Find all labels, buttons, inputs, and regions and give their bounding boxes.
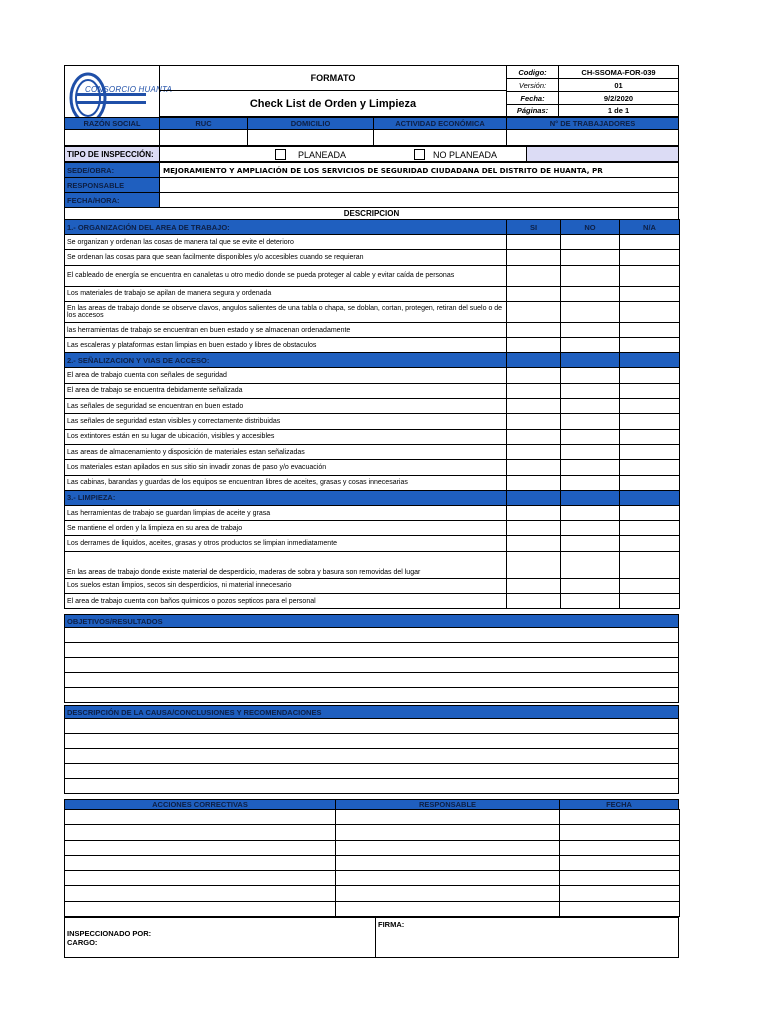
accion-row	[65, 871, 680, 886]
checklist-item-text: Las herramientas de trabajo se guardan limpias de aceite y grasa	[65, 505, 507, 520]
accion-cell[interactable]	[65, 871, 336, 886]
answer-cell-na[interactable]	[620, 338, 680, 353]
acciones-table	[64, 809, 680, 917]
planeada-checkbox[interactable]	[275, 149, 286, 160]
answer-cell-no[interactable]	[561, 429, 620, 444]
checklist-item-text: Se organizan y ordenan las cosas de manera tal que se evite el deterioro	[65, 235, 507, 250]
checklist-item-row	[65, 322, 680, 337]
accion-cell[interactable]	[65, 855, 336, 870]
responsable-cell[interactable]	[336, 886, 560, 901]
checklist-item-row	[65, 460, 680, 475]
answer-cell-si[interactable]	[507, 521, 561, 536]
answer-cell-na[interactable]	[620, 594, 680, 609]
checklist-table	[64, 219, 680, 609]
causa-header: DESCRIPCIÓN DE LA CAUSA/CONCLUSIONES Y RECOMENDACIONES	[64, 705, 679, 719]
header-ruc: RUC	[159, 117, 248, 130]
meta-value-paginas: 1 de 1	[558, 104, 679, 117]
cargo-label: CARGO:	[67, 938, 98, 947]
descripcion-header: DESCRIPCION	[64, 207, 679, 220]
causa-line[interactable]	[64, 718, 679, 734]
answer-cell-na[interactable]	[620, 286, 680, 301]
header-actividad: ACTIVIDAD ECONÓMICA	[373, 117, 507, 130]
answer-cell-si[interactable]	[507, 399, 561, 414]
no-planeada-checkbox[interactable]	[414, 149, 425, 160]
meta-label-codigo: Codigo:	[506, 65, 559, 79]
section-header-row	[65, 490, 680, 505]
sede-label: SEDE/OBRA:	[64, 162, 160, 178]
checklist-item-row	[65, 429, 680, 444]
checklist-item-text: las herramientas de trabajo se encuentran en buen estado y se almacenan ordenadamente	[65, 322, 507, 337]
checklist-item-row	[65, 286, 680, 301]
answer-cell-no[interactable]	[561, 521, 620, 536]
answer-cell-no[interactable]	[561, 578, 620, 593]
section-header-cell	[507, 353, 561, 368]
objetivos-line[interactable]	[64, 657, 679, 673]
responsable-header: RESPONSABLE	[335, 799, 560, 810]
answer-cell-si[interactable]	[507, 301, 561, 322]
responsable-cell[interactable]	[336, 871, 560, 886]
header-trabajadores: N° DE TRABAJADORES	[506, 117, 679, 130]
checklist-item-row	[65, 383, 680, 398]
fecha-hora-label: FECHA/HORA:	[64, 192, 160, 208]
answer-cell-na[interactable]	[620, 505, 680, 520]
responsable-cell[interactable]	[336, 901, 560, 916]
answer-cell-no[interactable]	[561, 536, 620, 551]
answer-cell-no[interactable]	[561, 322, 620, 337]
checklist-item-row	[65, 444, 680, 459]
responsable-cell[interactable]	[336, 840, 560, 855]
section-header-cell	[507, 490, 561, 505]
checklist-item-row	[65, 505, 680, 520]
answer-cell-no[interactable]	[561, 383, 620, 398]
checklist-item-row	[65, 265, 680, 286]
causa-line[interactable]	[64, 778, 679, 794]
responsable-cell[interactable]	[336, 810, 560, 825]
acciones-header: ACCIONES CORRECTIVAS	[64, 799, 336, 810]
fecha-cell[interactable]	[560, 855, 680, 870]
inspection-label: TIPO DE INSPECCIÓN:	[64, 146, 160, 162]
column-header-si: SI	[507, 220, 561, 235]
answer-cell-si[interactable]	[507, 444, 561, 459]
checklist-item-text: El area de trabajo cuenta con baños químicos o pozos septicos para el personal	[65, 594, 507, 609]
answer-cell-no[interactable]	[561, 235, 620, 250]
accion-row	[65, 810, 680, 825]
meta-value-codigo: CH-SSOMA-FOR-039	[558, 65, 679, 79]
answer-cell-si[interactable]	[507, 475, 561, 490]
checklist-item-text: Las cabinas, barandas y guardas de los equipos se encuentran libres de aceites, grasas y cosas innecesarias	[65, 475, 507, 490]
checklist-item-row	[65, 235, 680, 250]
answer-cell-no[interactable]	[561, 368, 620, 383]
answer-cell-si[interactable]	[507, 429, 561, 444]
answer-cell-si[interactable]	[507, 235, 561, 250]
answer-cell-no[interactable]	[561, 594, 620, 609]
column-header-na: N/A	[620, 220, 680, 235]
inspeccionado-label: INSPECCIONADO POR:	[67, 929, 152, 938]
answer-cell-na[interactable]	[620, 368, 680, 383]
answer-cell-si[interactable]	[507, 322, 561, 337]
checklist-item-row	[65, 250, 680, 265]
answer-cell-na[interactable]	[620, 521, 680, 536]
answer-cell-no[interactable]	[561, 286, 620, 301]
company-row	[64, 117, 679, 146]
checklist-item-row	[65, 475, 680, 490]
checklist-item-row	[65, 414, 680, 429]
answer-cell-si[interactable]	[507, 460, 561, 475]
checklist-item-row	[65, 536, 680, 551]
answer-cell-no[interactable]	[561, 338, 620, 353]
accion-cell[interactable]	[65, 901, 336, 916]
checklist-item-row	[65, 578, 680, 593]
answer-cell-na[interactable]	[620, 460, 680, 475]
answer-cell-no[interactable]	[561, 444, 620, 459]
footer-divider	[375, 917, 376, 958]
sede-value: MEJORAMIENTO Y AMPLIACIÓN DE LOS SERVICIOS DE SEGURIDAD CIUDADANA DEL DISTRITO DE HUANTA, PR	[159, 162, 679, 178]
checklist-item-text: Las escaleras y plataformas estan limpias en buen estado y libres de obstaculos	[65, 338, 507, 353]
section-title: 1.- ORGANIZACIÓN DEL AREA DE TRABAJO:	[65, 220, 507, 235]
responsable-cell[interactable]	[336, 855, 560, 870]
firma-label: FIRMA:	[378, 920, 405, 929]
checklist-item-text: El cableado de energía se encuentra en canaletas u otro medio donde se pueda proteger al cable y evitar caída de personas	[65, 265, 507, 286]
checklist-item-text: Se mantiene el orden y la limpieza en su area de trabajo	[65, 521, 507, 536]
checklist-item-text: En las areas de trabajo donde existe material de desperdicio, maderas de sobra y basura son removidas del lugar	[65, 551, 507, 578]
checklist-item-text: Los derrames de liquidos, aceites, grasas y otros productos se limpian inmediatamente	[65, 536, 507, 551]
no-planeada-label: NO PLANEADA	[433, 150, 498, 160]
accion-cell[interactable]	[65, 886, 336, 901]
answer-cell-na[interactable]	[620, 250, 680, 265]
answer-cell-na[interactable]	[620, 235, 680, 250]
answer-cell-si[interactable]	[507, 368, 561, 383]
accion-cell[interactable]	[65, 840, 336, 855]
answer-cell-no[interactable]	[561, 414, 620, 429]
section-header-cell	[561, 490, 620, 505]
accion-row	[65, 825, 680, 840]
header-domicilio: DOMICILIO	[247, 117, 374, 130]
company-name: CONSORCIO HUANTA	[85, 85, 173, 94]
answer-cell-si[interactable]	[507, 383, 561, 398]
meta-value-fecha: 9/2/2020	[558, 91, 679, 105]
checklist-item-row	[65, 338, 680, 353]
answer-cell-na[interactable]	[620, 383, 680, 398]
meta-table	[506, 65, 679, 117]
causa-line[interactable]	[64, 763, 679, 779]
answer-cell-si[interactable]	[507, 594, 561, 609]
answer-cell-na[interactable]	[620, 301, 680, 322]
checklist-item-text: Las areas de almacenamiento y disposición de materiales estan señalizadas	[65, 444, 507, 459]
section-header-row	[65, 353, 680, 368]
section-header-cell	[561, 353, 620, 368]
answer-cell-no[interactable]	[561, 460, 620, 475]
objetivos-header: OBJETIVOS/RESULTADOS	[64, 614, 679, 628]
answer-cell-na[interactable]	[620, 444, 680, 459]
section-header-cell	[620, 490, 680, 505]
answer-cell-na[interactable]	[620, 429, 680, 444]
answer-cell-si[interactable]	[507, 338, 561, 353]
fecha-hora-field[interactable]	[159, 192, 679, 208]
checklist-item-text: Las señales de seguridad estan visibles y correctamente distribuidas	[65, 414, 507, 429]
checklist-item-text: El area de trabajo se encuentra debidamente señalizada	[65, 383, 507, 398]
responsable-label: RESPONSABLE	[64, 177, 160, 193]
answer-cell-na[interactable]	[620, 578, 680, 593]
field-ruc[interactable]	[159, 129, 248, 146]
section-header-cell	[620, 353, 680, 368]
fecha-cell[interactable]	[560, 810, 680, 825]
checklist-item-text: Los materiales de trabajo se apilan de manera segura y ordenada	[65, 286, 507, 301]
accion-cell[interactable]	[65, 810, 336, 825]
field-trabajadores[interactable]	[506, 129, 679, 146]
responsable-field[interactable]	[159, 177, 679, 193]
meta-label-paginas: Páginas:	[506, 104, 559, 117]
answer-cell-na[interactable]	[620, 399, 680, 414]
meta-value-version: 01	[558, 78, 679, 92]
objetivos-line[interactable]	[64, 672, 679, 688]
answer-cell-si[interactable]	[507, 265, 561, 286]
answer-cell-si[interactable]	[507, 414, 561, 429]
objetivos-line[interactable]	[64, 642, 679, 658]
answer-cell-si[interactable]	[507, 286, 561, 301]
checklist-item-row	[65, 521, 680, 536]
objetivos-line[interactable]	[64, 627, 679, 643]
answer-cell-no[interactable]	[561, 505, 620, 520]
answer-cell-si[interactable]	[507, 536, 561, 551]
fecha-cell[interactable]	[560, 825, 680, 840]
fecha-header: FECHA	[559, 799, 679, 810]
checklist-item-text: Los suelos estan limpios, secos sin desperdicios, ni material innecesario	[65, 578, 507, 593]
checklist-item-row	[65, 551, 680, 578]
answer-cell-no[interactable]	[561, 399, 620, 414]
meta-label-version: Versión:	[506, 78, 559, 92]
accion-row	[65, 901, 680, 916]
form-title: Check List de Orden y Limpieza	[159, 90, 507, 117]
accion-row	[65, 840, 680, 855]
field-razon-social[interactable]	[64, 129, 160, 146]
fecha-cell[interactable]	[560, 886, 680, 901]
answer-cell-na[interactable]	[620, 265, 680, 286]
checklist-item-row	[65, 368, 680, 383]
accion-cell[interactable]	[65, 825, 336, 840]
answer-cell-si[interactable]	[507, 578, 561, 593]
checklist-item-text: En las areas de trabajo donde se observe clavos, angulos salientes de una tabla o chapa, se doblan, cortan, protegen, retiran del suelo o de los accesos	[65, 301, 507, 322]
answer-cell-na[interactable]	[620, 475, 680, 490]
causa-line[interactable]	[64, 733, 679, 749]
checklist-item-row	[65, 594, 680, 609]
answer-cell-na[interactable]	[620, 414, 680, 429]
fecha-cell[interactable]	[560, 871, 680, 886]
answer-cell-no[interactable]	[561, 551, 620, 578]
meta-label-fecha: Fecha:	[506, 91, 559, 105]
causa-line[interactable]	[64, 748, 679, 764]
checklist-item-row	[65, 399, 680, 414]
checklist-item-text: Los materiales estan apilados en sus sitio sin invadir zonas de paso y/o evacuación	[65, 460, 507, 475]
field-domicilio[interactable]	[247, 129, 374, 146]
fecha-cell[interactable]	[560, 901, 680, 916]
header-razon-social: RAZÓN SOCIAL	[64, 117, 160, 130]
footer-block	[64, 917, 679, 958]
answer-cell-no[interactable]	[561, 475, 620, 490]
fecha-cell[interactable]	[560, 840, 680, 855]
responsable-cell[interactable]	[336, 825, 560, 840]
section-header-row	[65, 220, 680, 235]
answer-cell-no[interactable]	[561, 301, 620, 322]
answer-cell-no[interactable]	[561, 250, 620, 265]
inspection-row	[64, 146, 679, 162]
checklist-item-text: Los extintores están en su lugar de ubicación, visibles y accesibles	[65, 429, 507, 444]
accion-row	[65, 886, 680, 901]
objetivos-line[interactable]	[64, 687, 679, 703]
inspection-extra	[526, 146, 679, 162]
checklist-item-text: Las señales de seguridad se encuentran en buen estado	[65, 399, 507, 414]
section-title: 2.- SEÑALIZACION Y VIAS DE ACCESO:	[65, 353, 507, 368]
formato-label: FORMATO	[159, 65, 507, 91]
checklist-item-row	[65, 301, 680, 322]
checklist-item-text: Se ordenan las cosas para que sean facilmente disponibles y/o accesibles cuando se requieran	[65, 250, 507, 265]
answer-cell-no[interactable]	[561, 265, 620, 286]
info-block	[64, 162, 679, 208]
answer-cell-na[interactable]	[620, 551, 680, 578]
answer-cell-na[interactable]	[620, 322, 680, 337]
checklist-item-text: El area de trabajo cuenta con señales de seguridad	[65, 368, 507, 383]
answer-cell-si[interactable]	[507, 551, 561, 578]
section-title: 3.- LIMPIEZA:	[65, 490, 507, 505]
answer-cell-si[interactable]	[507, 505, 561, 520]
answer-cell-si[interactable]	[507, 250, 561, 265]
answer-cell-na[interactable]	[620, 536, 680, 551]
accion-row	[65, 855, 680, 870]
planeada-label: PLANEADA	[298, 150, 347, 160]
column-header-no: NO	[561, 220, 620, 235]
checklist-body	[65, 220, 680, 609]
inspection-options	[159, 146, 527, 162]
field-actividad[interactable]	[373, 129, 507, 146]
